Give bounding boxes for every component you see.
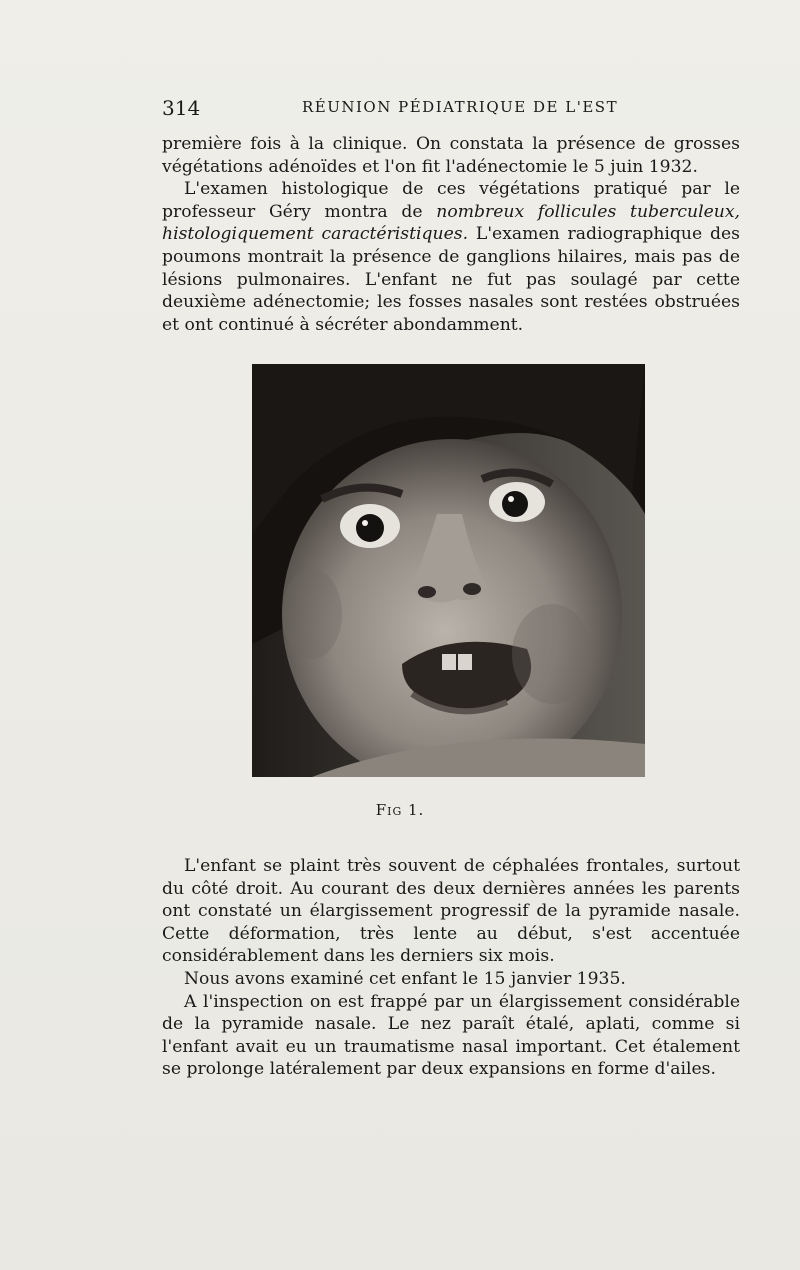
child-face-photo [252,364,645,777]
italic-phrase: nombreux follicules tuberculeux, histologiquement caractéristiques. [162,201,741,245]
figure-photograph [252,364,645,777]
paragraph-text: L'examen radiographique des poumons montrait la présence de ganglions hilaires, mais pas de lésions pulmonaires. L'enfant ne fut pas soulagé par cette deuxième adénectomie; les fosses nasales sont restées obstruées et ont continué à sécréter abondamment. [162,224,740,335]
text-block-top [162,133,740,336]
page-header [162,96,738,120]
figure-caption: Fig 1. [375,801,425,819]
paragraph: Nous avons examiné cet enfant le 15 janvier 1935. [184,968,626,989]
text-block-bottom [162,855,740,1081]
running-title: RÉUNION PÉDIATRIQUE DE L'EST [302,98,619,116]
paragraph: première fois à la clinique. On constata la présence de grosses végétations adénoïdes et l'on fit l'adénectomie le 5 juin 1932. [162,134,740,177]
paragraph-text: L'examen histologique de ces végétations pratiqué par le professeur Géry montra de [162,179,740,222]
paragraph: L'enfant se plaint très souvent de céphalées frontales, surtout du côté droit. Au courant des deux dernières années les parents ont constaté un élargissement progressif de la pyramide nasale. Cette déformation, très lente au début, s'est accentuée considérablement dans les derniers six mois. [162,856,740,967]
paragraph: A l'inspection on est frappé par un élargissement considérable de la pyramide nasale. Le nez paraît étalé, aplati, comme si l'enfant avait eu un traumatisme nasal important. Cet étalement se prolonge latéralement par deux expansions en forme d'ailes. [162,991,740,1080]
paragraph [162,178,740,336]
page-number: 314 [162,96,201,120]
